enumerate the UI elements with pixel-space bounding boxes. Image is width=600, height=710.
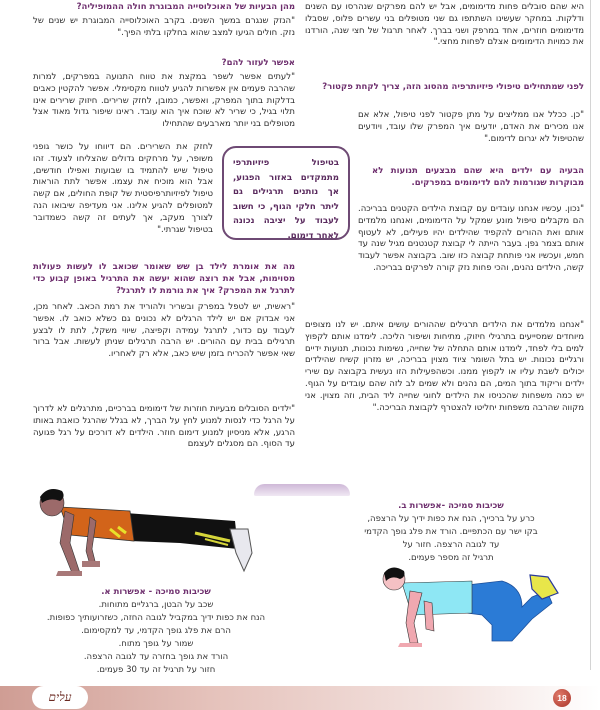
pull-quote-callout: בטיפול פיזיותרפי מתמקדים באזור הפגוע, אך נותנים תרגילים גם ליתר חלקי הגוף, כי חשוב לעבוד על יציבה נכונה לאחר דימום. bbox=[222, 146, 350, 240]
interview-answer: "ראשית, יש לטפל במפרק ובשריר ולהוריד את רמת הכאב. לאחר מכן, אני אבדוק אם יש לילד הרגלים לא נכונים גם כשלא כואב לו. אפשר לעבוד עם כדור, לתרגל עמידה וקפיצה, שיווי משקל, לתת לו לבצע תרגילים בבית עם ההורים. יש הרבה תרגילים שניתן לעשות. אבל ברור שאי אפשר להכריח בזמן שיש כאב, אלא רק לאחריו. bbox=[33, 302, 295, 360]
interview-question: מה את אומרת לילד בן שש שאומר שכואב לו לעשות פעולות מסוימות, אבל את רוצה שהוא יעשה את התרגיל באופן קבוע כדי לתרגל את המפרק? איך את גורמת לו לתרגל? bbox=[33, 262, 295, 296]
interview-answer: "כן. ככלל אנו ממליצים על מתן פקטור לפני טיפול, אלא אם אנו מכירים את האדם, יודעים איך המפרק שלו עובד, ויודעים שהטיפול לא יגרום לדימום." bbox=[358, 110, 584, 144]
interview-answer-continued: לחזק את השרירים. הם דיווחו על כושר גופני משופר, על מרחקים גדולים שהצליחו לצעוד. זהו טיפול שיש להתמיד בו שבועות ואפילו חודשים, אבל הוא מוכיח את עצמו. אפשר לתת הוראות טיפול לפיזיותרפיסטית של קופת החולים, אם קשה למטופלים להגיע אלינו. אני מעדיפה שיבואו הנה לצורך מעקב, אך לעתים זה קשה כשמדובר בטיפול שגרתי." bbox=[33, 142, 213, 235]
page-number-badge: 18 bbox=[553, 689, 571, 707]
interview-question: מהן הבעיות של האוכלוסייה המבוגרת חולה ההמופיליה? bbox=[76, 2, 295, 12]
page-edge-divider bbox=[590, 0, 591, 670]
paragraph: היא שהם סובלים פחות מדימומים, אבל יש להם מפרקים שנהרסו עם השנים ודלקות. במחקר שעשינו השתתפו גם שני מטופלים בני עשרים פלוס, שסבלו מדימומים חוזרים, אחד במרפק ושני בברך. לאחר תרגול של חצי שנה, הורדנו את כמויות הדימומים אצלם לפחות מחצי." bbox=[305, 2, 584, 48]
exercise-step: שמור על גופך מתוח. bbox=[118, 639, 194, 649]
answer-text: "נכון. עכשיו אנחנו עובדים עם קבוצת הילדים הקטנים בבריכה. הם מקבלים טיפול מונע שמקל על הדימומים, ואנחנו מלמדים אותם ואת ההורים להקפיד שהילדים יהיו פעילים, לא לעטוף אותם בצמר גפן. בעבר הייתה לי קבוצת קטנטנים מגיל שנה עד חמש, ועכשיו אני פותחת קבוצה כזו שוב. בקבוצה אפשר לעבוד קשה, הילדים נהנים, והכי פחות נזק קורה לפרקים בבריכה. bbox=[358, 204, 584, 273]
interview-question: לפני שמתחילים טיפולי פיזיותרפיה מהסוג הזה, צריך לקחת פקטור? bbox=[322, 82, 584, 92]
exercise-a-instructions bbox=[40, 586, 272, 677]
exercise-step: עד לגובה הרצפה. חזור על bbox=[402, 540, 500, 550]
exercise-b-instructions bbox=[320, 500, 582, 565]
exercise-step: כרע על ברכייך, הנח את כפות ידיך על הרצפה, bbox=[367, 514, 535, 524]
footer-band bbox=[0, 686, 600, 710]
interview-answer: "הנזק שנגרם במשך השנים. בקרב האוכלוסייה המבוגרת יש שנים של נזק. חולים הגיעו למצב שהוא בחלקו בלתי הפיך." bbox=[33, 16, 295, 38]
pushup-illustration-a bbox=[30, 483, 260, 583]
interview-question: הבעיה עם ילדים היא שהם מבצעים תנועות לא מבוקרות שגורמות להם לדימומים במפרקים. bbox=[372, 166, 584, 188]
exercise-title: שכיבות סמיכה - אפשרות א. bbox=[101, 587, 211, 597]
exercise-step: הנח את כפות ידיך במקביל לגובה החזה, כשזרועותיך כפופות. bbox=[46, 613, 266, 623]
exercise-step: בקו ישר עם הכתפיים. הורד את פלג גופך הקדמי bbox=[364, 527, 538, 537]
exercise-step: שכב על הבטן, ברגליים מתוחות. bbox=[98, 600, 214, 610]
interview-answer: "לעתים אפשר לשפר במקצת את טווח התנועה במפרקים, למרות שהרבה פעמים אין אפשרות להגיע לטווח מקסימלי. אפשר להקטין כאבים בדלקות בתוך המפרק, ואפשר, כמובן, לחזק שרירים. חיזוק שרירים אינו תלוי בגיל, כי שריר לא שוכח איך הוא עובד. ראינו שיפור גדול מאוד אצל מטופלים בני יותר מארבעים שהתחילו bbox=[33, 72, 295, 130]
decorative-tab bbox=[254, 484, 350, 496]
exercise-title: שכיבות סמיכה -אפשרות ב. bbox=[398, 501, 504, 511]
exercise-step: חזור על תרגיל זה עד 30 פעמים. bbox=[96, 665, 216, 675]
paragraph: "ילדים הסובלים מבעיות חוזרות של דימומים בברכיים, מתרגלים לא לדרוך על הרגל כדי לנסות למנוע לחץ על הברך, לא בגלל שהרגל כואבת באותו הרגע, אלא מניסיון למנוע דימום חוזר. הילדים לא דורכים על רגל פגועה עד הסוף. הם מסגלים לעצמם bbox=[33, 404, 295, 450]
interview-question: אפשר לעזור להם? bbox=[221, 58, 295, 68]
exercise-step: הרם את פלג גופך הקדמי, עד למקסימום. bbox=[81, 626, 231, 636]
magazine-logo: עלים bbox=[32, 686, 88, 709]
pushup-illustration-b bbox=[372, 567, 572, 667]
interview-answer bbox=[358, 204, 584, 275]
paragraph: "אנחנו מלמדים את הילדים תרגילים שההורים עושים איתם. יש לנו מצופים מיוחדים שמסייעים בתרגילי חיזוק, מתיחות ושיפור הליכה. לימדנו אותם לקפוץ למים בלי לפחד, לימדנו אותם התחלה של שחייה, נשימות נכונות, תנועות ידיים ורגליים נכונות. יש בתל השומר ציוד מצוין בבריכה, יש מזרון קשיח שהילדים יכולים לשבת עליו או לקפוץ ממנו. וכשהפעילות הזו נעשית בקבוצה עם שירי ילדים וריקוד בתוך המים, הם נהנים ולא שמים לב לזה שהם עובדים על הגוף. יש כמה משפחות שהכניסו את הילדים לחוגי שחייה ליד הבית, וזה מצוין. אני מקווה שהרבה משפחות יחליטו להצטרף לקבוצת הבריכה." bbox=[305, 320, 584, 413]
exercise-step: הורד את גופך בחזרה עד לגובה הרצפה. bbox=[83, 652, 229, 662]
exercise-step: תרגיל זה מספר פעמים. bbox=[408, 553, 494, 563]
